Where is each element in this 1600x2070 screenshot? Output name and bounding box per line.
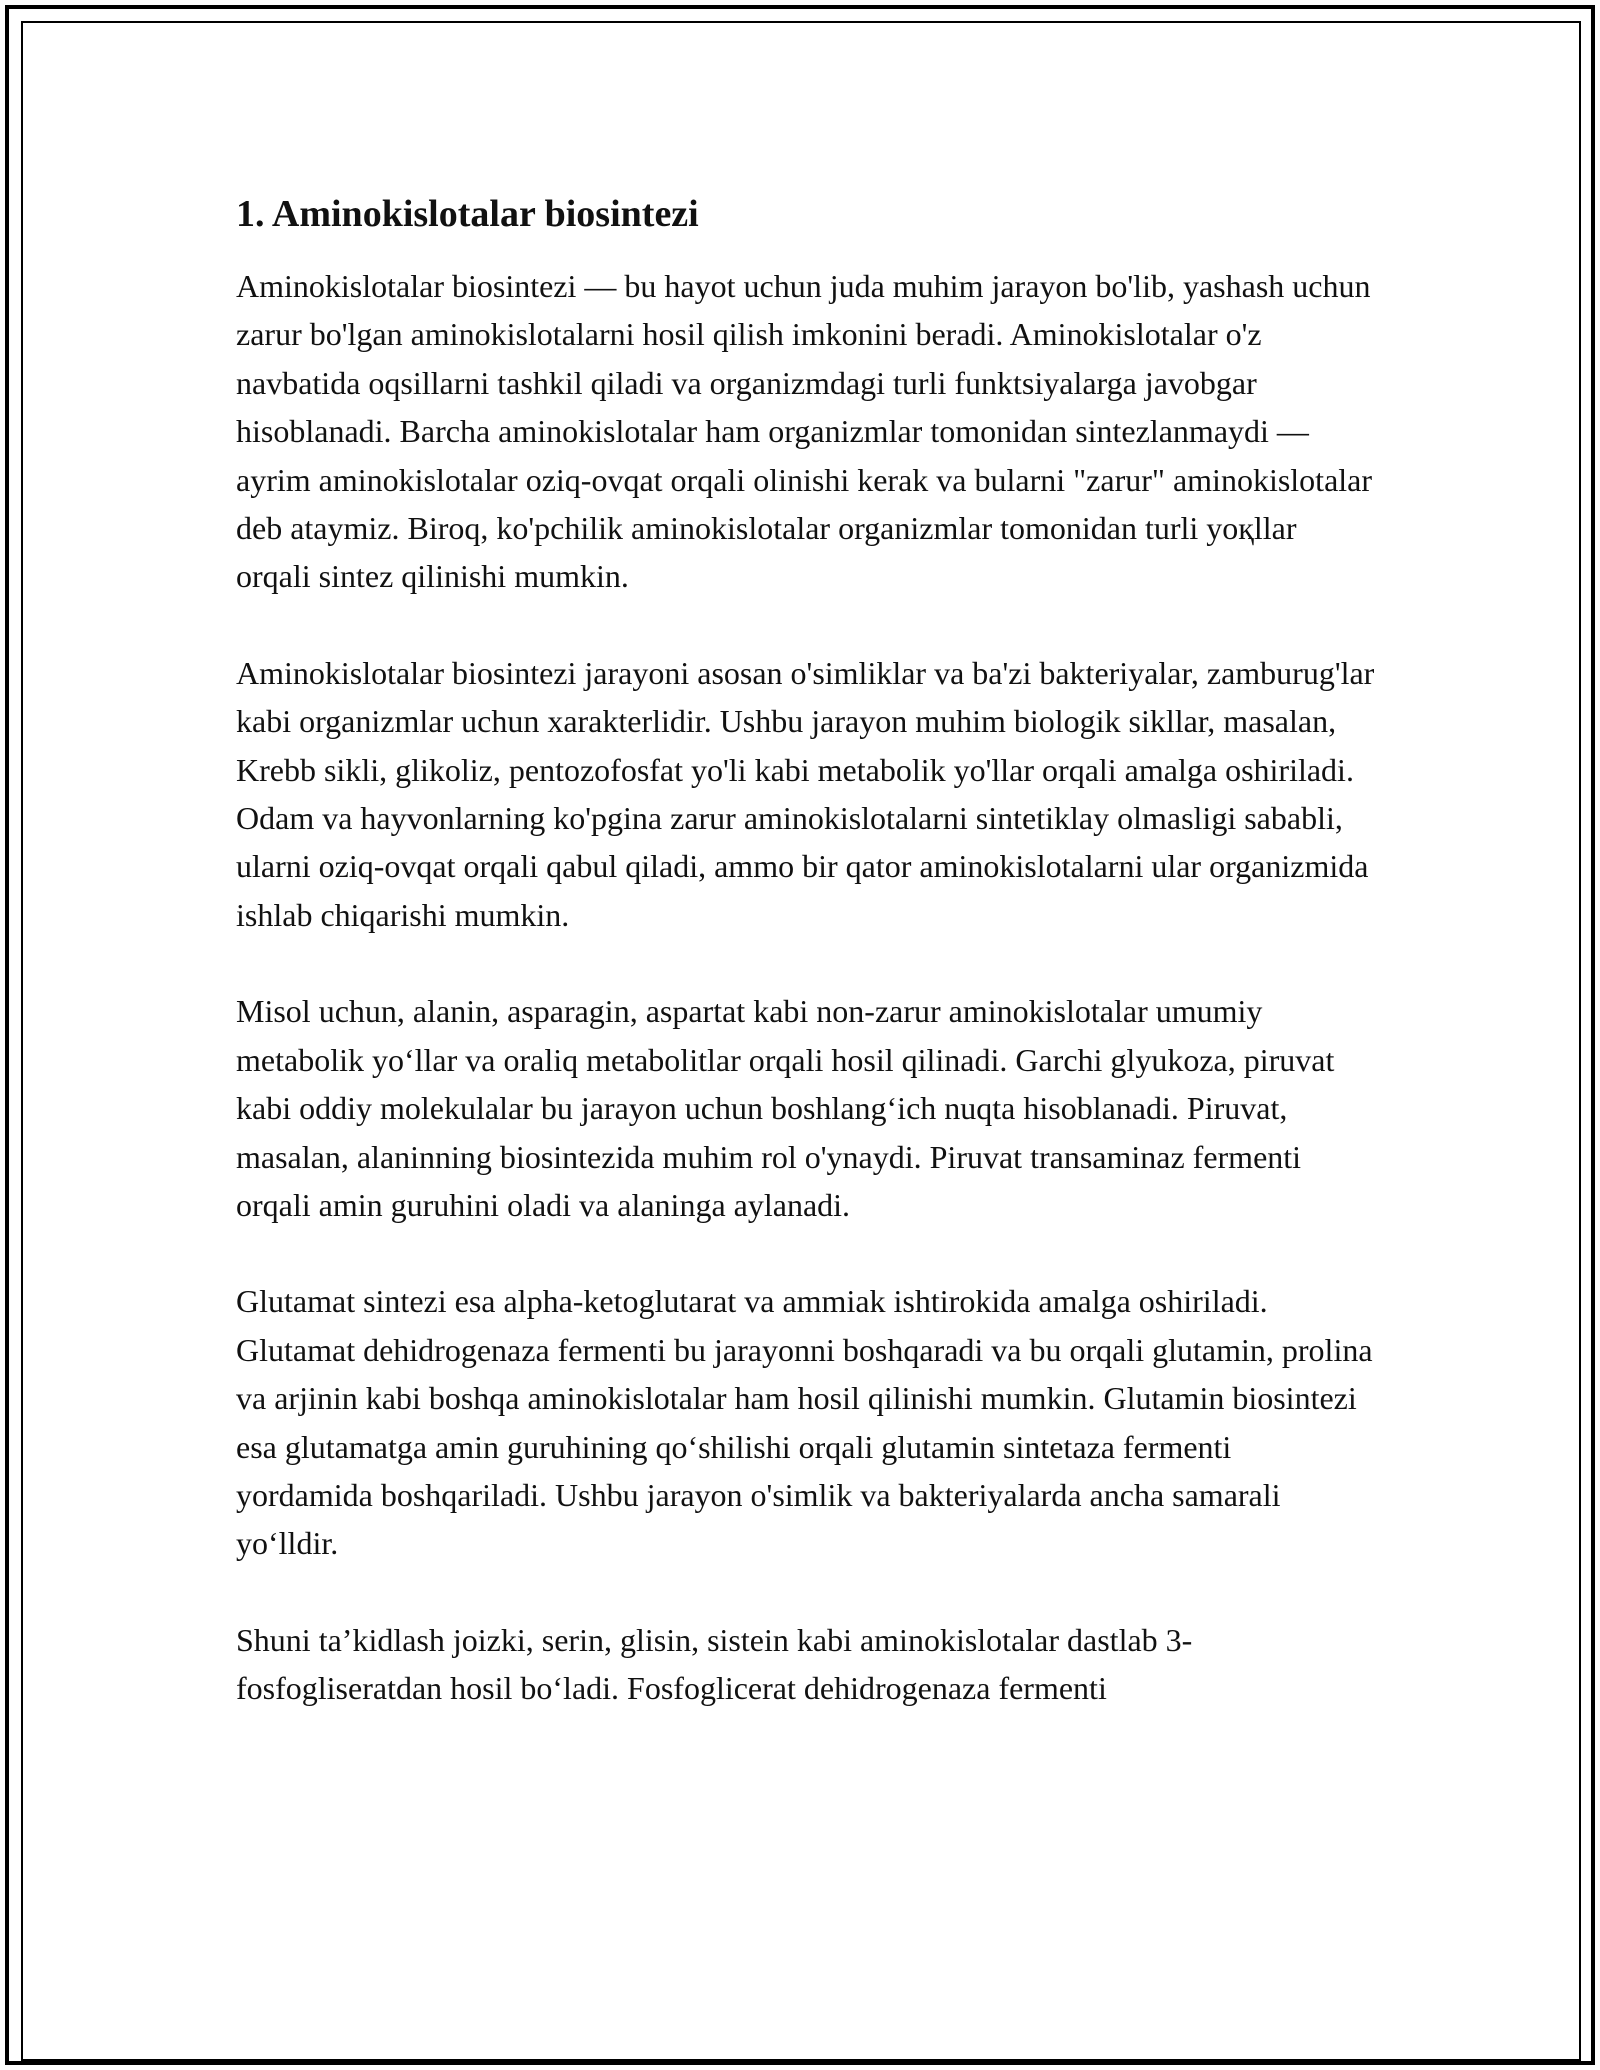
paragraph-4: Glutamat sintezi esa alpha-ketoglutarat va ammiak ishtirokida amalga oshiriladi. Glutamat dehidrogenaza fermenti bu jarayonni boshqaradi va bu orqali glutamin, prolina va arjinin kabi boshqa aminokislotalar ham hosil qilinishi mumkin. Glutamin biosintezi esa glutamatga amin guruhining qo‘shilishi orqali glutamin sintetaza fermenti yordamida boshqariladi. Ushbu jarayon o'simlik va bakteriyalarda ancha samarali yo‘lldir.: [236, 1283, 1373, 1562]
paragraph-1: Aminokislotalar biosintezi — bu hayot uchun juda muhim jarayon bo'lib, yashash uchun zarur bo'lgan aminokislotalarni hosil qilish imkonini beradi. Aminokislotalar o'z navbatida oqsillarni tashkil qiladi va organizmdagi turli funktsiyalarga javobgar hisoblanadi. Barcha aminokislotalar ham organizmlar tomonidan sintezlanmaydi — ayrim aminokislotalar oziq-ovqat orqali olinishi kerak va bularni "zarur" aminokislotalar deb ataymiz. Biroq, ko'pchilik aminokislotalar organizmlar tomonidan turli yoқllar orqali sintez qilinishi mumkin.: [236, 268, 1373, 595]
paragraph-2: Aminokislotalar biosintezi jarayoni asosan o'simliklar va ba'zi bakteriyalar, zamburug'lar kabi organizmlar uchun xarakterlidir. Ushbu jarayon muhim biologik sikllar, masalan, Krebb sikli, glikoliz, pentozofosfat yo'li kabi metabolik yo'llar orqali amalga oshiriladi. Odam va hayvonlarning ko'pgina zarur aminokislotalarni sintetiklay olmasligi sababli, ularni oziq-ovqat orqali qabul qiladi, ammo bir qator aminokislotalarni ular organizmida ishlab chiqarishi mumkin.: [236, 654, 1375, 933]
document-body: [236, 188, 1376, 1761]
paragraph-5: Shuni ta’kidlash joizki, serin, glisin, sistein kabi aminokislotalar dastlab 3-fosfogliseratdan hosil bo‘ladi. Fosfoglicerat dehidrogenaza fermenti: [236, 1621, 1193, 1707]
section-heading: 1. Aminokislotalar biosintezi: [236, 193, 699, 235]
paragraph-3: Misol uchun, alanin, asparagin, aspartat kabi non-zarur aminokislotalar umumiy metabolik yo‘llar va oraliq metabolitlar orqali hosil qilinadi. Garchi glyukoza, piruvat kabi oddiy molekulalar bu jarayon uchun boshlang‘ich nuqta hisoblanadi. Piruvat, masalan, alaninning biosintezida muhim rol o'ynaydi. Piruvat transaminaz fermenti orqali amin guruhini oladi va alaninga aylanadi.: [236, 993, 1335, 1223]
